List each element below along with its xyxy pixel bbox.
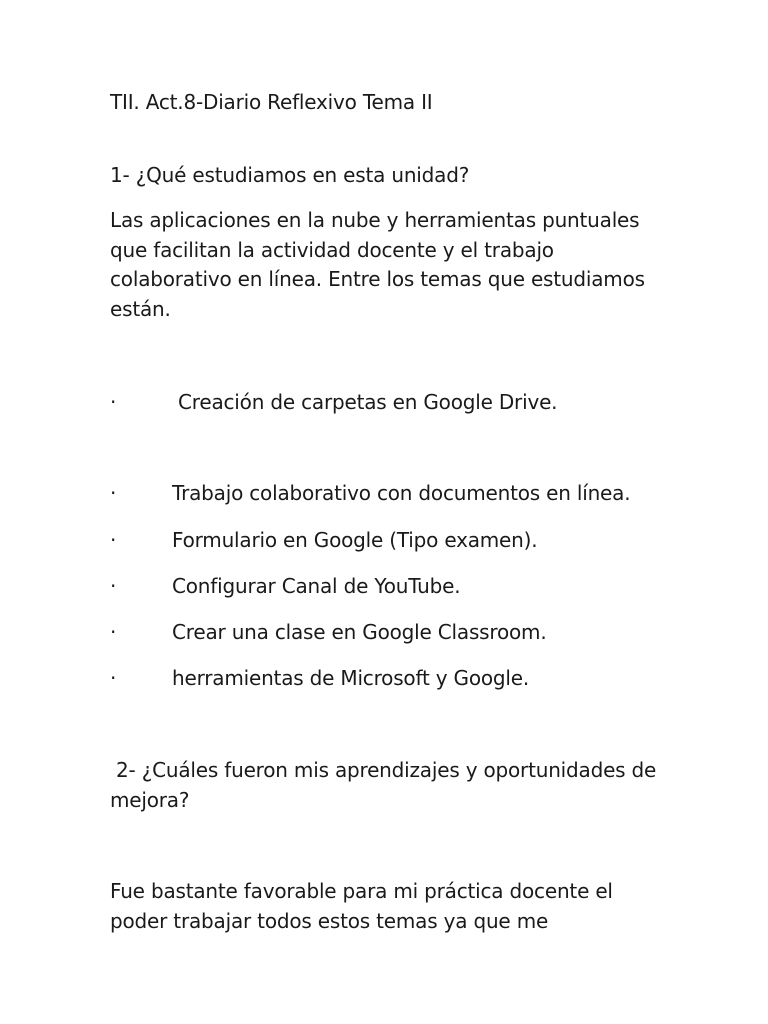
bullet-marker: · (110, 574, 117, 598)
bullet-marker: · (110, 528, 117, 552)
bullet-marker: · (110, 620, 117, 644)
answer-1: Las aplicaciones en la nube y herramientas puntuales que facilitan la actividad docente y el trabajo colaborativo en línea. Entre los temas que estudiamos están. (110, 208, 645, 321)
bullet-marker: · (110, 666, 117, 690)
topic-item: Trabajo colaborativo con documentos en línea. (172, 481, 631, 505)
topic-item: Formulario en Google (Tipo examen). (172, 528, 538, 552)
bullet-marker: · (110, 481, 117, 505)
topic-item: Crear una clase en Google Classroom. (172, 620, 547, 644)
topic-item: herramientas de Microsoft y Google. (172, 666, 530, 690)
question-2: 2- ¿Cuáles fueron mis aprendizajes y oportunidades de mejora? (110, 758, 657, 812)
bullet-marker: · (110, 390, 117, 414)
answer-2: Fue bastante favorable para mi práctica docente el poder trabajar todos estos temas ya que me (110, 879, 613, 933)
topic-item: Creación de carpetas en Google Drive. (178, 390, 558, 414)
document-title: TII. Act.8-Diario Reflexivo Tema II (110, 90, 433, 114)
question-1: 1- ¿Qué estudiamos en esta unidad? (110, 163, 470, 187)
topic-item: Configurar Canal de YouTube. (172, 574, 461, 598)
